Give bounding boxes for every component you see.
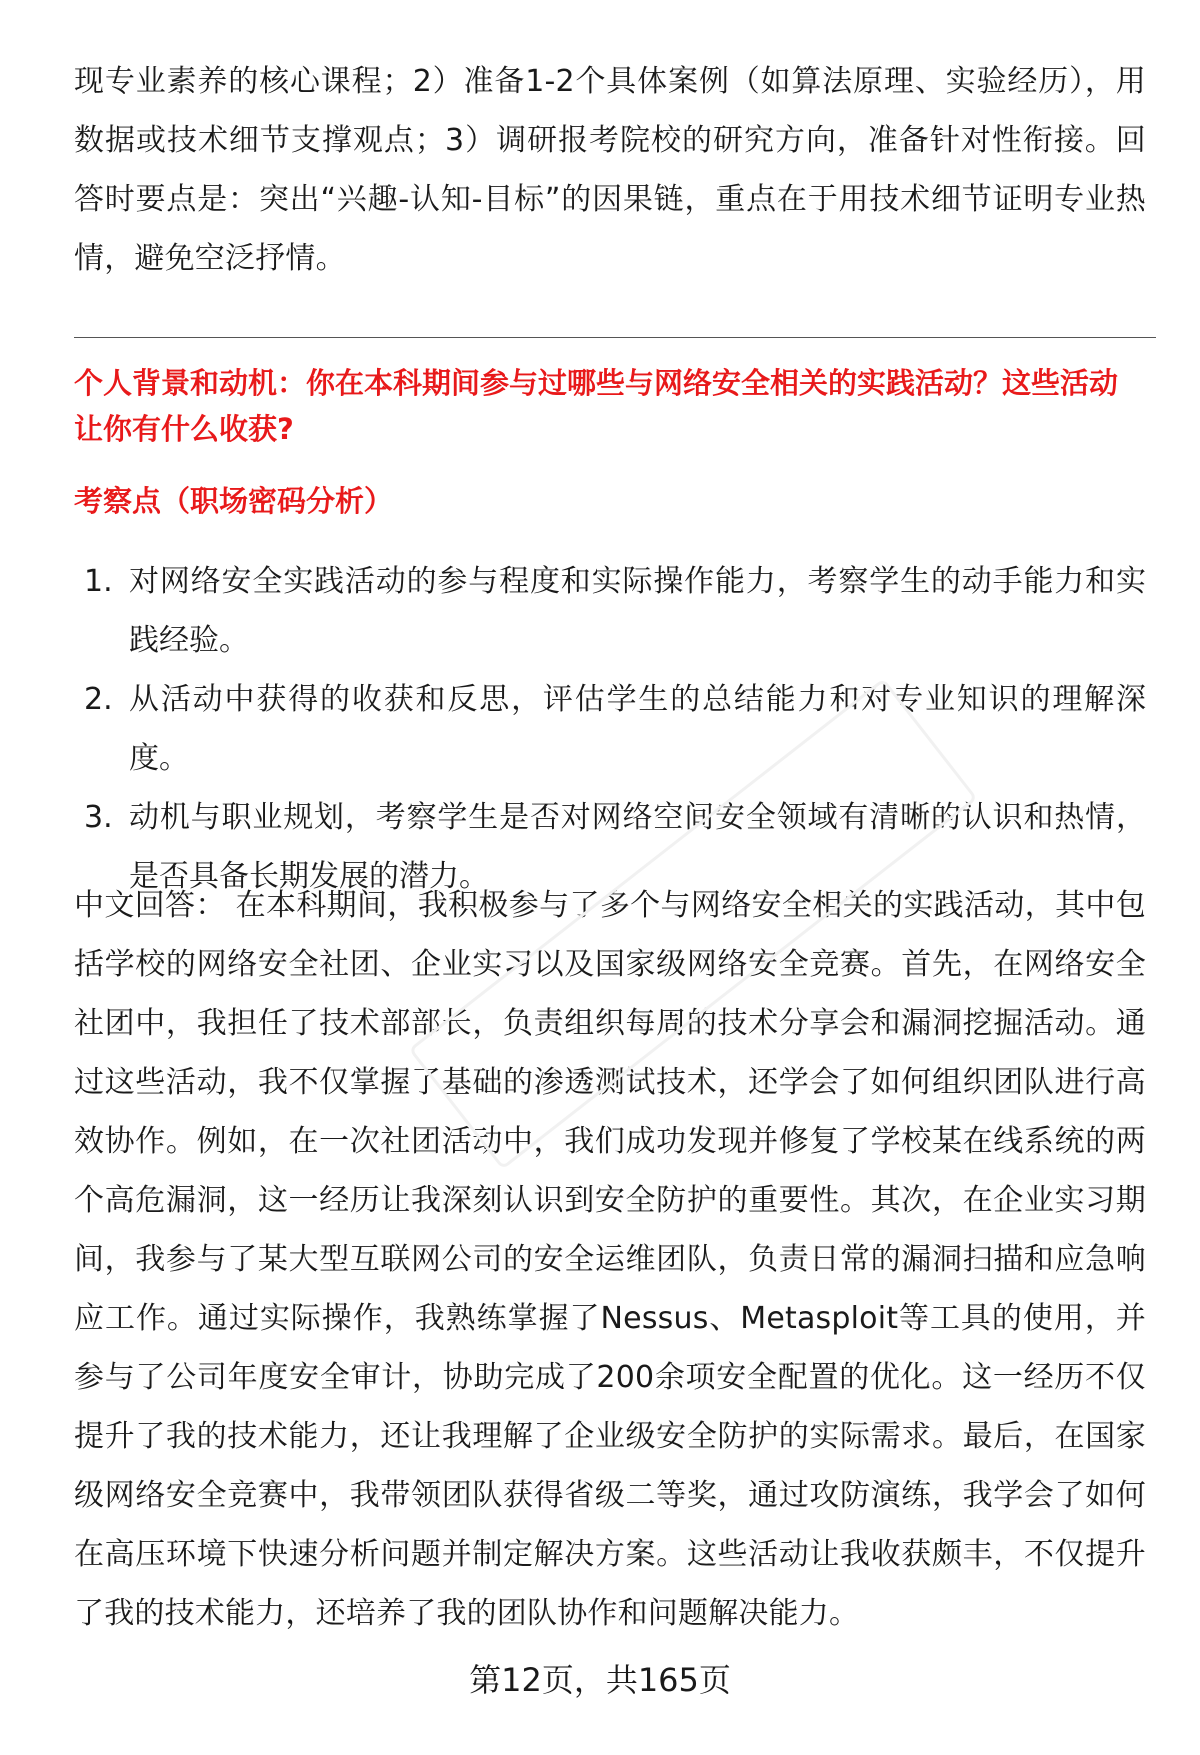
question-heading: 个人背景和动机：你在本科期间参与过哪些与网络安全相关的实践活动？这些活动让你有什么收获?: [74, 366, 1119, 446]
intro-paragraph: 现专业素养的核心课程；2）准备1-2个具体案例（如算法原理、实验经历），用数据或技术细节支撑观点；3）调研报考院校的研究方向，准备针对性衔接。回答时要点是：突出“兴趣-认知-目标”的因果链，重点在于用技术细节证明专业热情，避免空泛抒情。: [74, 64, 1146, 276]
list-item-text: 动机与职业规划，考察学生是否对网络空间安全领域有清晰的认识和热情，是否具备长期发展的潜力。: [129, 800, 1146, 894]
analysis-subheading: 考察点（职场密码分析）: [74, 484, 394, 518]
list-item: [84, 670, 1146, 788]
page-number-footer: 第12页，共165页: [469, 1661, 731, 1699]
list-item-number: 1.: [84, 564, 113, 599]
list-item-number: 2.: [84, 682, 113, 717]
list-item: [84, 552, 1146, 670]
list-item-text: 从活动中获得的收获和反思，评估学生的总结能力和对专业知识的理解深度。: [129, 682, 1146, 776]
list-item-text: 对网络安全实践活动的参与程度和实际操作能力，考察学生的动手能力和实践经验。: [129, 564, 1146, 658]
list-item-number: 3.: [84, 800, 113, 835]
section-divider: [74, 337, 1156, 338]
answer-paragraph: 中文回答： 在本科期间，我积极参与了多个与网络安全相关的实践活动，其中包括学校的网络安全社团、企业实习以及国家级网络安全竞赛。首先，在网络安全社团中，我担任了技术部部长，负责组织每周的技术分享会和漏洞挖掘活动。通过这些活动，我不仅掌握了基础的渗透测试技术，还学会了如何组织团队进行高效协作。例如，在一次社团活动中，我们成功发现并修复了学校某在线系统的两个高危漏洞，这一经历让我深刻认识到安全防护的重要性。其次，在企业实习期间，我参与了某大型互联网公司的安全运维团队，负责日常的漏洞扫描和应急响应工作。通过实际操作，我熟练掌握了Nessus、Metasploit等工具的使用，并参与了公司年度安全审计，协助完成了200余项安全配置的优化。这一经历不仅提升了我的技术能力，还让我理解了企业级安全防护的实际需求。最后，在国家级网络安全竞赛中，我带领团队获得省级二等奖，通过攻防演练，我学会了如何在高压环境下快速分析问题并制定解决方案。这些活动让我收获颇丰，不仅提升了我的技术能力，还培养了我的团队协作和问题解决能力。: [74, 888, 1146, 1631]
analysis-points-list: [84, 552, 1146, 906]
